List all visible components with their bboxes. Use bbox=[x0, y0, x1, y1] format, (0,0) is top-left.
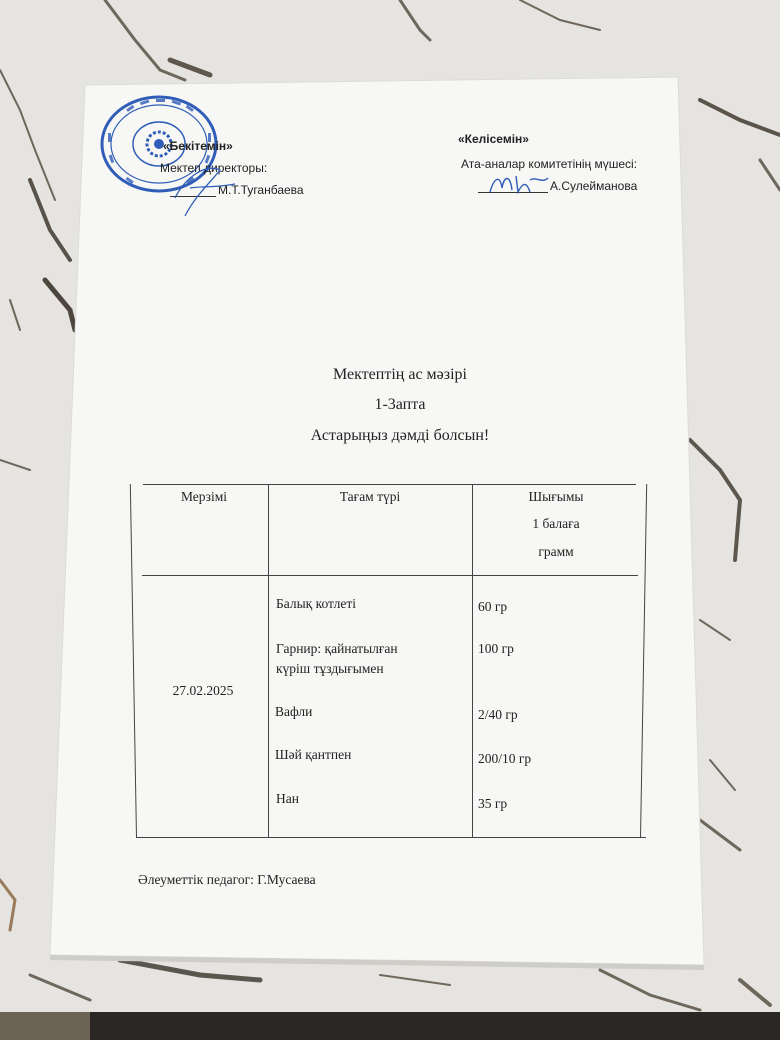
committee-signature-icon bbox=[486, 170, 556, 200]
header-dish: Тағам түрі bbox=[339, 489, 401, 504]
week-label: 1-3апта bbox=[374, 396, 426, 413]
amount-3: 2/40 гр bbox=[478, 707, 518, 722]
footer-signatory: Әлеуметтік педагог: Г.Мусаева bbox=[138, 872, 316, 887]
director-signature-icon bbox=[165, 158, 240, 220]
table-border-bottom bbox=[136, 837, 646, 838]
approve-role: Мектеп директоры: bbox=[160, 161, 268, 175]
table-header-divider bbox=[142, 575, 638, 576]
table-col-divider-1 bbox=[268, 484, 269, 838]
dish-2-line-2: күріш тұздығымен bbox=[276, 661, 384, 676]
amount-1: 60 гр bbox=[478, 599, 508, 614]
agree-role: Ата-аналар комитетінің мүшесі: bbox=[461, 157, 638, 171]
approve-name: М.Т.Туганбаева bbox=[218, 183, 304, 197]
dish-2-line-1: Гарнир: қайнатылған bbox=[276, 641, 398, 656]
header-yield-line-1: Шығымы bbox=[528, 489, 584, 504]
amount-5: 35 гр bbox=[478, 796, 508, 811]
header-date: Мерзімі bbox=[180, 489, 228, 504]
amount-2: 100 гр bbox=[478, 641, 514, 656]
greeting: Астарыңыз дәмді болсын! bbox=[310, 427, 490, 444]
dish-1: Балық котлеті bbox=[276, 596, 356, 611]
table-border-top bbox=[143, 484, 636, 485]
dish-3: Вафли bbox=[275, 704, 313, 719]
header-yield-line-3: грамм bbox=[538, 544, 574, 559]
dish-4: Шәй қантпен bbox=[275, 747, 352, 762]
table-col-divider-2 bbox=[472, 484, 473, 838]
dish-5: Нан bbox=[276, 791, 299, 806]
agree-name: А.Сулейманова bbox=[550, 179, 638, 193]
amount-4: 200/10 гр bbox=[478, 751, 532, 766]
date-cell: 27.02.2025 bbox=[172, 683, 234, 698]
agree-heading: «Келісемін» bbox=[458, 132, 529, 146]
header-yield-line-2: 1 балаға bbox=[532, 516, 580, 531]
approve-heading: «Бекітемін» bbox=[163, 139, 233, 153]
menu-title: Мектептің ас мәзірі bbox=[333, 366, 467, 383]
